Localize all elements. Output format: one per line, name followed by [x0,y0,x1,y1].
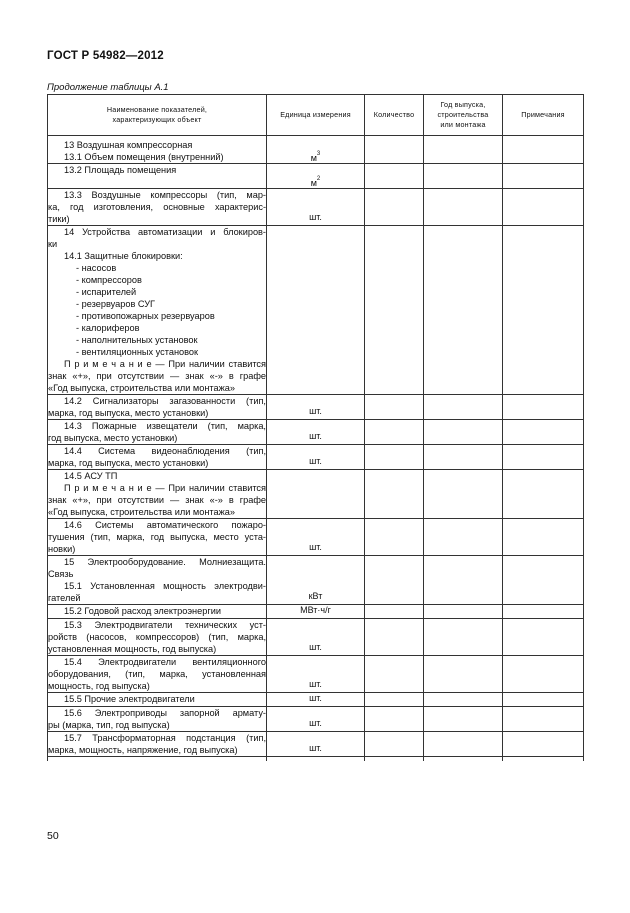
indicator-text-line: - вентиляционных установок [76,347,199,357]
notes-cell [503,656,584,693]
unit-value: шт. [309,743,322,753]
indicator-text-line: тики) [48,214,70,224]
notes-cell [503,470,584,519]
indicator-text-line: ройств (насосов, компрессоров) (тип, марка, [48,632,266,642]
quantity-cell [365,619,424,656]
notes-cell [503,445,584,470]
indicator-text-line: марка, мощность, напряжение, год выпуска) [48,745,238,755]
quantity-cell [365,556,424,605]
notes-cell [503,732,584,757]
indicator-text-line: Связь [48,569,74,579]
indicator-name-cell [48,656,267,693]
indicator-text-line: марка, год выпуска, место установки) [48,408,209,418]
indicator-text-line: - наполнительных установок [76,335,198,345]
unit-cell [267,395,365,420]
indicator-text-line: мощность, год выпуска) [48,681,150,691]
header-quantity: Количество [365,95,424,136]
table-row [48,420,584,445]
quantity-cell [365,164,424,189]
table-row [48,656,584,693]
quantity-cell [365,139,424,164]
notes-cell [503,556,584,605]
unit-value: шт. [309,456,322,466]
indicator-text-line: «Год выпуска, строительства или монтажа» [48,507,235,517]
indicator-text-line: 15 Электрооборудование. Молниезащита. [64,557,266,567]
indicator-text-line: - испарителей [76,287,137,297]
indicator-text-line: - резервуаров СУГ [76,299,156,309]
indicator-name-cell [48,226,267,395]
notes-cell [503,139,584,164]
indicator-text-line: марка, год выпуска, место установки) [48,458,209,468]
unit-cell [267,693,365,707]
indicator-text-line: ка, год изготовления, основные характерис- [48,202,266,212]
unit-exponent: 3 [316,151,321,157]
indicator-text-line: 14 Устройства автоматизации и блокиров- [64,227,266,237]
indicator-text-line: 15.4 Электродвигатели вентиляционного [64,657,266,667]
continuation-cell [48,757,267,762]
unit-value: шт. [309,542,322,552]
unit-cell [267,470,365,519]
year-cell [424,420,503,445]
unit-cell [267,656,365,693]
quantity-cell [365,470,424,519]
table-row [48,139,584,164]
indicator-name-cell [48,395,267,420]
unit-cell [267,556,365,605]
unit-value: шт. [309,642,322,652]
table-row [48,519,584,556]
indicator-text-line: 14.1 Защитные блокировки: [64,251,183,261]
notes-cell [503,707,584,732]
quantity-cell [365,226,424,395]
indicator-text-line: «Год выпуска, строительства или монтажа» [48,383,235,393]
year-cell [424,395,503,420]
quantity-cell [365,707,424,732]
unit-cell [267,164,365,189]
notes-cell [503,189,584,226]
indicator-text-line: 15.3 Электродвигатели технических уст- [64,620,266,630]
table-row [48,707,584,732]
table-row [48,605,584,619]
indicator-text-line: 15.5 Прочие электродвигатели [64,694,195,704]
unit-value: шт. [309,718,322,728]
year-cell [424,139,503,164]
table-row [48,693,584,707]
unit-exponent: 2 [316,176,321,182]
indicator-name-cell [48,619,267,656]
year-cell [424,226,503,395]
indicator-text-line: - противопожарных резервуаров [76,311,215,321]
header-notes: Примечания [503,95,584,136]
continuation-cell [503,757,584,762]
indicator-name-cell [48,605,267,619]
unit-value: МВт·ч/г [300,605,331,615]
unit-value: шт. [309,212,322,222]
indicator-text-line: ки [48,239,58,249]
continuation-cell [365,757,424,762]
unit-value: шт. [309,679,322,689]
table-row [48,556,584,605]
indicator-text-line: 13.1 Объем помещения (внутренний) [64,152,224,162]
year-cell [424,619,503,656]
indicator-text-line: 13.3 Воздушные компрессоры (тип, мар- [64,190,266,200]
indicator-text-line: гателей [48,593,81,603]
indicator-text-line: - компрессоров [76,275,142,285]
year-cell [424,189,503,226]
specification-table [47,94,584,761]
notes-cell [503,226,584,395]
indicator-text-line: знак «+», при отсутствии — знак «-» в графе [48,371,266,381]
unit-cell [267,605,365,619]
indicator-name-cell [48,164,267,189]
unit-cell [267,226,365,395]
continuation-row [48,757,584,762]
indicator-name-cell [48,693,267,707]
year-cell [424,556,503,605]
table-row [48,732,584,757]
indicator-text-line: 13.2 Площадь помещения [64,165,177,175]
year-cell [424,732,503,757]
year-cell [424,519,503,556]
unit-cell [267,519,365,556]
year-cell [424,164,503,189]
indicator-text-line: год выпуска, место установки) [48,433,178,443]
quantity-cell [365,732,424,757]
table-row [48,445,584,470]
indicator-name-cell [48,732,267,757]
quantity-cell [365,395,424,420]
table-caption: Продолжение таблицы А.1 [47,82,169,93]
indicator-text-line: тушения (тип, марка, год выпуска, место уста- [48,532,266,542]
page-number: 50 [47,830,59,842]
unit-cell [267,139,365,164]
header-year: Год выпуска, строительства или монтажа [424,95,503,136]
notes-cell [503,164,584,189]
notes-cell [503,693,584,707]
unit-value: шт. [309,431,322,441]
indicator-text-line: 14.6 Системы автоматического пожаро- [64,520,266,530]
year-cell [424,693,503,707]
indicator-text-line: - насосов [76,263,117,273]
indicator-text-line: 13 Воздушная компрессорная [64,140,193,150]
table-row [48,470,584,519]
indicator-name-cell [48,189,267,226]
indicator-text-line: 15.1 Установленная мощность электродви- [64,581,266,591]
document-code: ГОСТ Р 54982—2012 [47,50,164,62]
indicator-text-line: новки) [48,544,76,554]
unit-value: шт. [309,693,322,703]
notes-cell [503,605,584,619]
indicator-name-cell [48,707,267,732]
quantity-cell [365,445,424,470]
year-cell [424,707,503,732]
continuation-cell [424,757,503,762]
table-body [48,136,584,762]
quantity-cell [365,693,424,707]
indicator-text-line: 14.3 Пожарные извещатели (тип, марка, [64,421,266,431]
indicator-text-line: 14.4 Система видеонаблюдения (тип, [64,446,266,456]
indicator-text-line: П р и м е ч а н и е — При наличии ставится [64,359,266,369]
unit-cell [267,732,365,757]
indicator-text-line: 15.6 Электроприводы запорной армату- [64,708,266,718]
table-header-row [48,95,584,136]
table-row [48,189,584,226]
year-cell [424,470,503,519]
quantity-cell [365,656,424,693]
continuation-cell [267,757,365,762]
indicator-text-line: знак «+», при отсутствии — знак «-» в графе [48,495,266,505]
indicator-text-line: ры (марка, тип, год выпуска) [48,720,170,730]
indicator-name-cell [48,470,267,519]
indicator-name-cell [48,445,267,470]
header-unit: Единица измерения [267,95,365,136]
header-name: Наименование показателей, характеризующих объект [48,95,267,136]
indicator-text-line: 15.2 Годовой расход электроэнергии [64,606,221,616]
indicator-name-cell [48,139,267,164]
unit-value: кВт [308,591,323,601]
quantity-cell [365,519,424,556]
quantity-cell [365,189,424,226]
year-cell [424,656,503,693]
indicator-text-line: П р и м е ч а н и е — При наличии ставится [64,483,266,493]
unit-cell [267,707,365,732]
unit-value: м [310,153,317,163]
indicator-text-line: 14.2 Сигнализаторы загазованности (тип, [64,396,266,406]
unit-cell [267,619,365,656]
notes-cell [503,420,584,445]
indicator-name-cell [48,519,267,556]
unit-value: м [310,178,317,188]
indicator-text-line: 14.5 АСУ ТП [64,471,118,481]
indicator-name-cell [48,420,267,445]
unit-cell [267,420,365,445]
notes-cell [503,395,584,420]
indicator-name-cell [48,556,267,605]
table-row [48,164,584,189]
indicator-text-line: - калориферов [76,323,140,333]
indicator-text-line: оборудования, (тип, марка, установленная [48,669,266,679]
notes-cell [503,619,584,656]
year-cell [424,445,503,470]
quantity-cell [365,605,424,619]
year-cell [424,605,503,619]
table-row [48,619,584,656]
indicator-text-line: 15.7 Трансформаторная подстанция (тип, [64,733,266,743]
indicator-text-line: установленная мощность, год выпуска) [48,644,217,654]
table-row [48,395,584,420]
unit-cell [267,189,365,226]
table-row [48,226,584,395]
quantity-cell [365,420,424,445]
unit-cell [267,445,365,470]
notes-cell [503,519,584,556]
unit-value: шт. [309,406,322,416]
